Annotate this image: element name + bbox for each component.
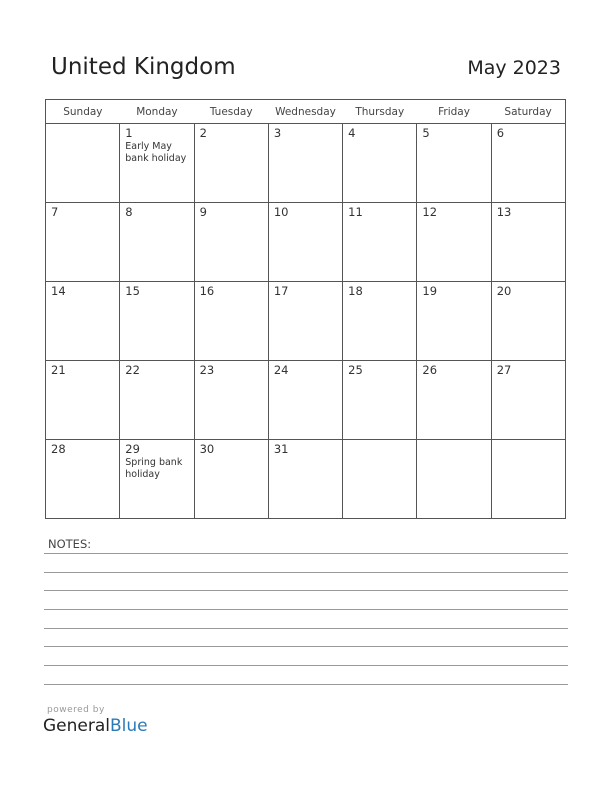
day-cell — [268, 282, 342, 361]
brand-blue: Blue — [110, 716, 148, 736]
day-cell — [120, 203, 194, 282]
day-cell — [194, 203, 268, 282]
day-cell — [268, 203, 342, 282]
day-number: 18 — [348, 284, 363, 298]
day-number: 8 — [125, 205, 133, 219]
week-row — [46, 440, 566, 519]
day-cell — [46, 361, 120, 440]
day-number: 15 — [125, 284, 140, 298]
day-cell — [46, 124, 120, 203]
weekday-header: Friday — [417, 100, 491, 124]
day-cell — [343, 282, 417, 361]
day-cell — [46, 440, 120, 519]
note-line — [44, 665, 568, 666]
day-number: 27 — [496, 363, 512, 377]
day-cell — [417, 124, 491, 203]
day-cell — [491, 361, 565, 440]
note-line — [44, 628, 568, 629]
note-line — [44, 572, 568, 573]
day-cell — [417, 361, 491, 440]
day-cell — [491, 124, 565, 203]
weekday-header: Wednesday — [268, 100, 342, 124]
day-cell — [194, 440, 268, 519]
day-cell — [120, 282, 194, 361]
day-number: 14 — [51, 284, 66, 298]
day-number: 20 — [496, 284, 512, 298]
notes-label: NOTES: — [48, 537, 92, 551]
day-number: 11 — [348, 205, 363, 219]
day-cell — [268, 440, 342, 519]
note-line — [44, 553, 568, 554]
holiday-label: Early May bank holiday — [125, 141, 187, 164]
day-number: 9 — [199, 205, 207, 219]
day-cell — [343, 124, 417, 203]
week-row — [46, 361, 566, 440]
weekday-header: Saturday — [491, 100, 565, 124]
day-number: 12 — [422, 205, 438, 219]
day-number: 1 — [125, 126, 133, 140]
day-cell — [491, 203, 565, 282]
day-cell — [120, 124, 194, 203]
holiday-label: Spring bank holiday — [125, 457, 183, 480]
day-number: 7 — [51, 205, 59, 219]
week-row — [46, 203, 566, 282]
day-cell — [194, 361, 268, 440]
week-row — [46, 124, 566, 203]
day-cell — [343, 203, 417, 282]
weekday-header: Monday — [120, 100, 194, 124]
note-line — [44, 684, 568, 685]
day-cell — [343, 361, 417, 440]
day-number: 13 — [496, 205, 512, 219]
note-line — [44, 646, 568, 647]
day-number: 28 — [51, 442, 66, 456]
day-cell — [491, 440, 565, 519]
day-number: 4 — [348, 126, 356, 140]
day-cell — [417, 203, 491, 282]
day-number: 16 — [199, 284, 215, 298]
day-number: 25 — [348, 363, 363, 377]
powered-by-text: powered by — [47, 705, 105, 715]
day-number: 10 — [273, 205, 289, 219]
day-number: 30 — [199, 442, 215, 456]
day-cell — [194, 282, 268, 361]
note-line — [44, 590, 568, 591]
day-number: 21 — [51, 363, 66, 377]
day-number: 17 — [273, 284, 289, 298]
day-number: 26 — [422, 363, 438, 377]
day-cell — [491, 282, 565, 361]
day-cell — [120, 361, 194, 440]
day-number: 5 — [422, 126, 430, 140]
day-cell — [46, 203, 120, 282]
day-number: 6 — [496, 126, 505, 140]
day-number: 22 — [125, 363, 140, 377]
weekday-header: Sunday — [46, 100, 120, 124]
generalblue-logo — [43, 716, 148, 736]
calendar-country-title: United Kingdom — [51, 54, 236, 80]
day-number: 23 — [199, 363, 215, 377]
day-cell — [417, 282, 491, 361]
weekday-header-row — [46, 100, 566, 124]
day-number: 31 — [273, 442, 289, 456]
day-cell — [417, 440, 491, 519]
weekday-header: Thursday — [343, 100, 417, 124]
day-number: 2 — [199, 126, 207, 140]
week-row — [46, 282, 566, 361]
brand-general: General — [43, 716, 110, 736]
day-cell — [46, 282, 120, 361]
day-number: 19 — [422, 284, 438, 298]
day-number: 29 — [125, 442, 140, 456]
day-cell — [120, 440, 194, 519]
day-cell — [268, 361, 342, 440]
calendar-month-title: May 2023 — [467, 57, 561, 79]
day-number: 3 — [273, 126, 282, 140]
day-cell — [268, 124, 342, 203]
weekday-header: Tuesday — [194, 100, 268, 124]
day-number: 24 — [273, 363, 289, 377]
day-cell — [343, 440, 417, 519]
calendar-grid — [45, 99, 566, 519]
day-cell — [194, 124, 268, 203]
note-line — [44, 609, 568, 610]
